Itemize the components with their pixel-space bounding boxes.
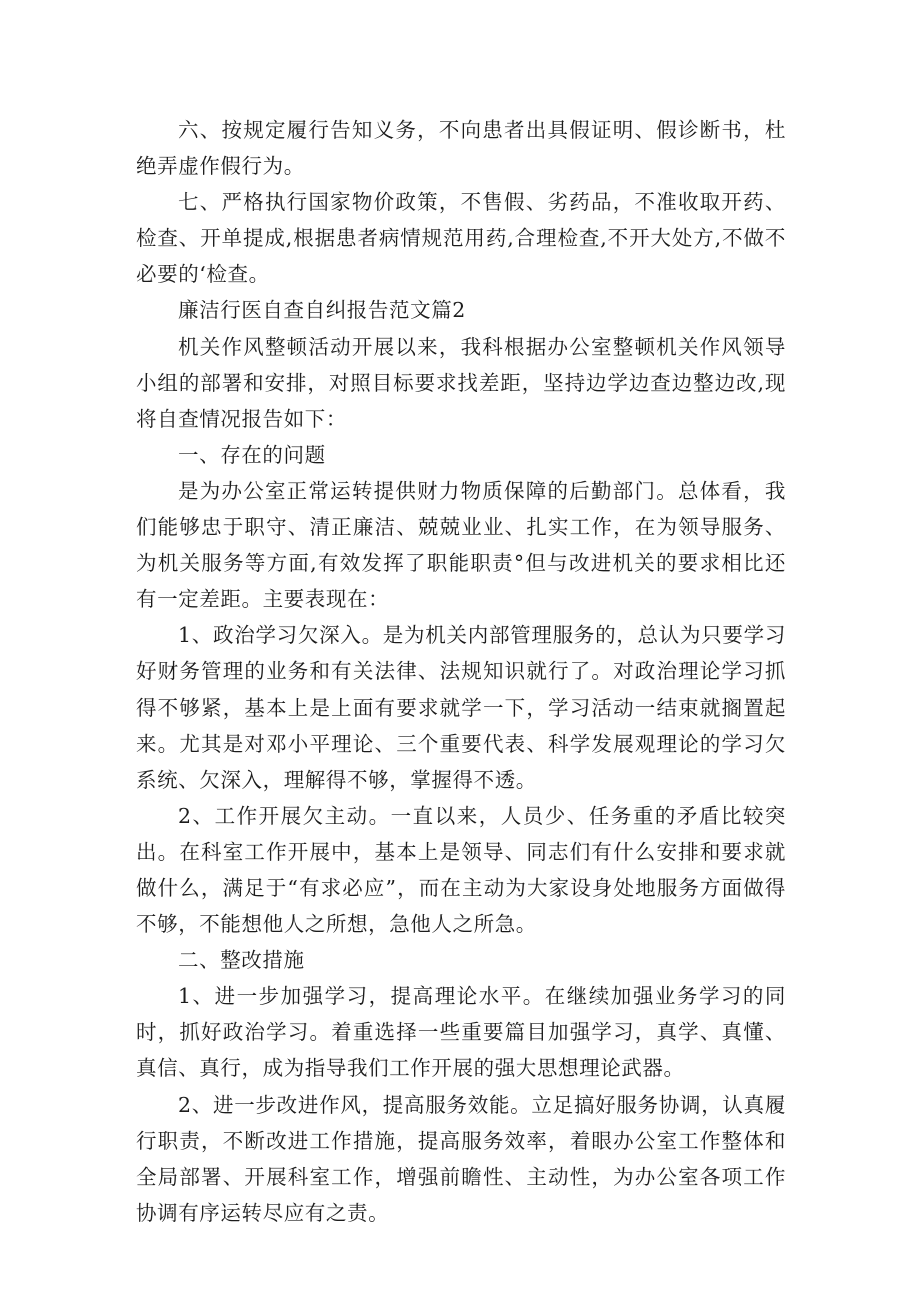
intro-paragraph: 机关作风整顿活动开展以来，我科根据办公室整顿机关作风领导小组的部署和安排，对照目标要求找差距，坚持边学边查边整边改,现将自查情况报告如下： [136,334,786,431]
paragraph-item-6: 六、按规定履行告知义务，不向患者出具假证明、假诊断书，杜绝弄虚作假行为。 [136,118,786,179]
heading-existing-problems: 一、存在的问题 [178,442,326,467]
measure-1-paragraph: 1、进一步加强学习，提高理论水平。在继续加强业务学习的同时，抓好政治学习。着重选择一些重要篇目加强学习，真学、真懂、真信、真行，成为指导我们工作开展的强大思想理论武器。 [136,984,786,1081]
heading-rectification-measures: 二、整改措施 [178,948,305,973]
measure-2-paragraph: 2、进一步改进作风，提高服务效能。立足搞好服务协调，认真履行职责，不断改进工作措施，提高服务效率，着眼办公室工作整体和全局部署、开展科室工作，增强前瞻性、主动性，为办公室各项工作协调有序运转尽应有之责。 [136,1092,786,1225]
problems-overview-paragraph: 是为办公室正常运转提供财力物质保障的后勤部门。总体看，我们能够忠于职守、清正廉洁、兢兢业业、扎实工作，在为领导服务、为机关服务等方面,有效发挥了职能职责°但与改进机关的要求相比还有一定差距。主要表现在： [136,478,786,612]
section-title: 廉洁行医自查自纠报告范文篇2 [178,298,466,323]
document-body [136,112,786,1231]
problem-1-paragraph: 1、政治学习欠深入。是为机关内部管理服务的，总认为只要学习好财务管理的业务和有关法律、法规知识就行了。对政治理论学习抓得不够紧，基本上是上面有要求就学一下，学习活动一结束就搁置起来。尤其是对邓小平理论、三个重要代表、科学发展观理论的学习欠系统、欠深入，理解得不够，掌握得不透。 [136,623,786,792]
problem-2-paragraph: 2、工作开展欠主动。一直以来，人员少、任务重的矛盾比较突出。在科室工作开展中，基本上是领导、同志们有什么安排和要求就做什么，满足于“有求必应”，而在主动为大家设身处地服务方面做得不够，不能想他人之所想，急他人之所急。 [136,803,786,937]
paragraph-item-7: 七、严格执行国家物价政策，不售假、劣药品，不准收取开药、检查、开单提成,根据患者病情规范用药,合理检查,不开大处方,不做不必要的‘检查。 [136,190,786,287]
